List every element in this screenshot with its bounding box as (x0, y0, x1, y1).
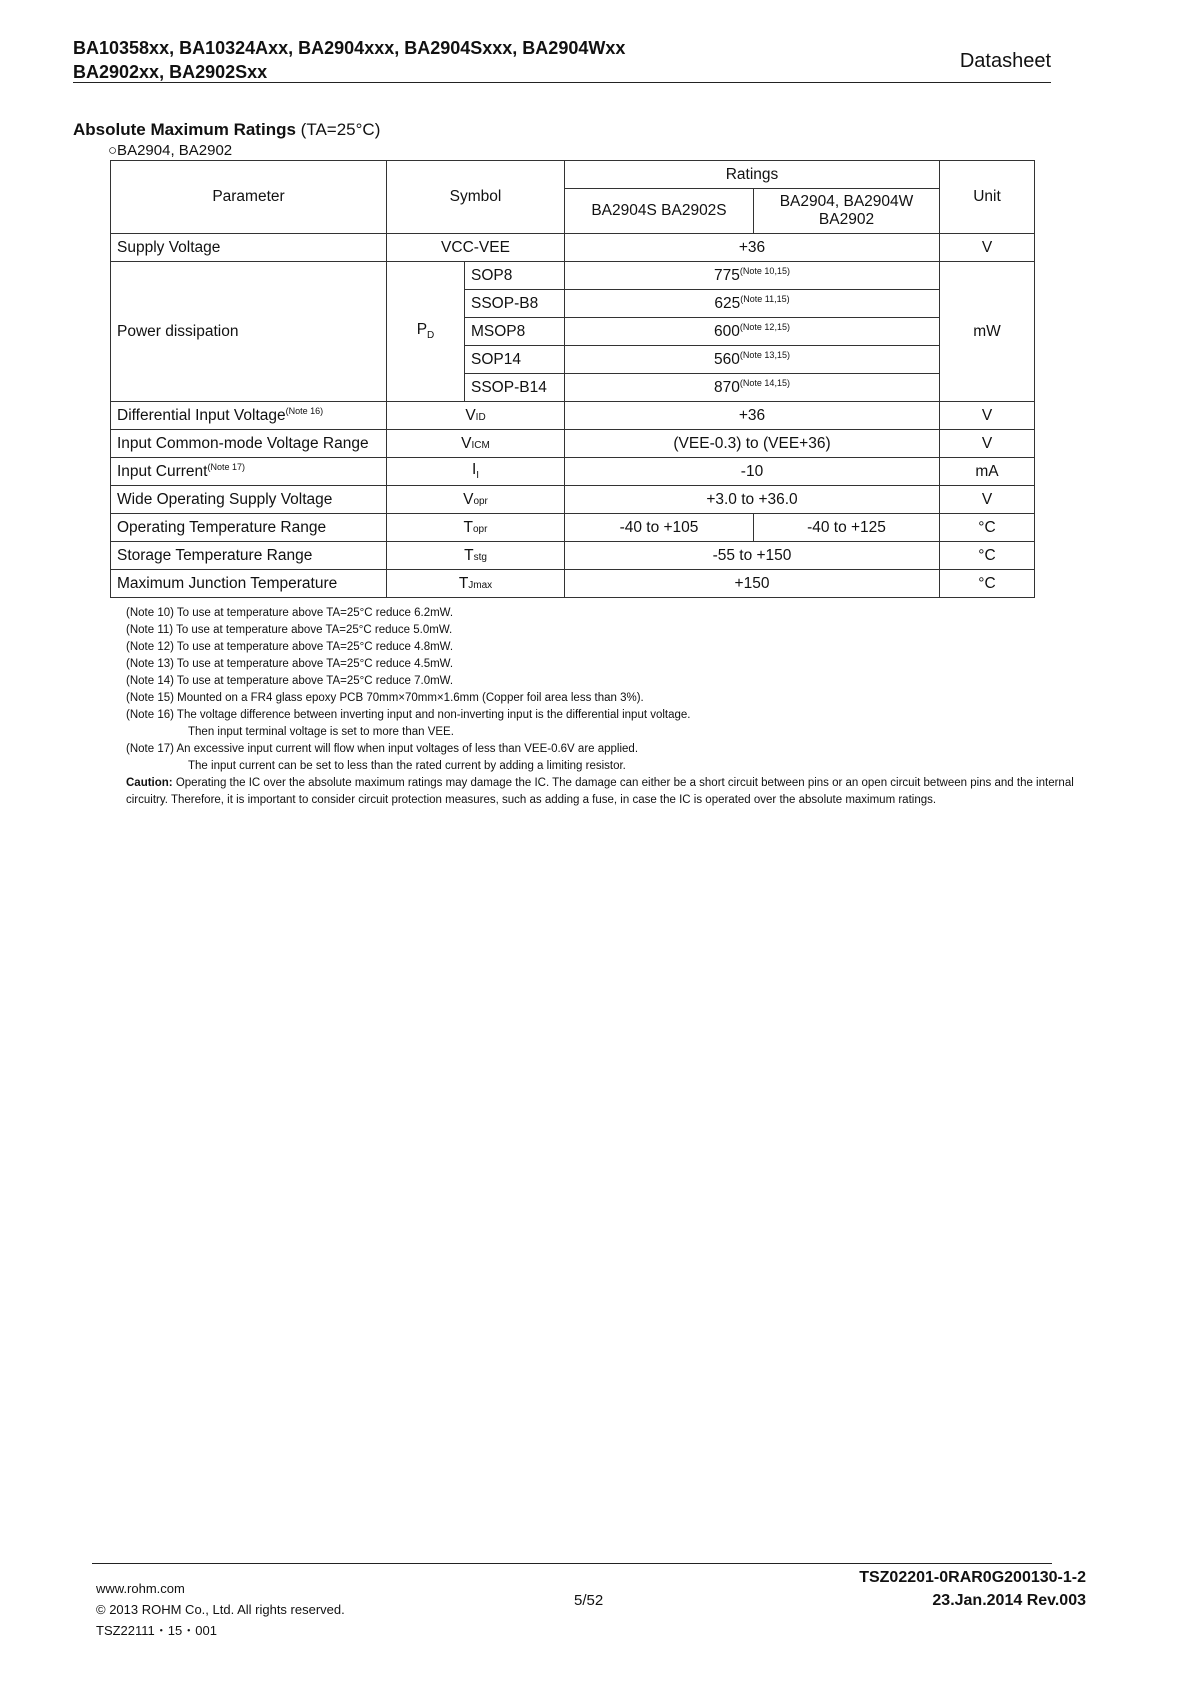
ratings-table (110, 160, 1035, 598)
param-text: Input Common-mode Voltage Range (117, 435, 369, 453)
footer-url[interactable]: www.rohm.com (96, 1581, 185, 1596)
note-line: The input current can be set to less than the rated current by adding a limiting resistor. (188, 760, 626, 772)
header-parameter: Parameter (111, 161, 387, 234)
table-row (111, 262, 1035, 290)
note-line: (Note 11) To use at temperature above TA=25°C reduce 5.0mW. (126, 624, 453, 636)
param: Supply Voltage (111, 234, 387, 262)
note-ref: (Note 10,15) (739, 265, 790, 276)
note-line: (Note 16) The voltage difference between inverting input and non-inverting input is the differential input voltage. (126, 709, 691, 721)
footer-copyright: © 2013 ROHM Co., Ltd. All rights reserved. (96, 1602, 345, 1617)
note-ref: (Note 11,15) (740, 293, 790, 304)
table-row (111, 430, 1035, 458)
symbol: $P_D$ (387, 262, 465, 402)
param-text: Input Current (117, 463, 208, 481)
date-revision: 23.Jan.2014 Rev.003 (932, 1592, 1086, 1609)
cell: °C (940, 514, 1035, 542)
page-number: 5/52 (574, 1592, 604, 1609)
footer-left (96, 1578, 345, 1641)
section-heading: Absolute Maximum Ratings (73, 120, 296, 139)
cell: °C (940, 570, 1035, 598)
value (565, 374, 940, 402)
cell: mA (940, 458, 1035, 486)
value (565, 262, 940, 290)
value (565, 318, 940, 346)
table-row (111, 486, 1035, 514)
doc-type: Datasheet (959, 50, 1051, 72)
value-text: 625 (714, 295, 741, 313)
table-row (111, 570, 1035, 598)
symbol: VCC-VEE (387, 234, 565, 262)
section-condition: (TA=25°C) (300, 120, 381, 139)
param (111, 570, 387, 598)
caution (126, 775, 1086, 809)
header-divider (73, 82, 1051, 83)
symbol-text: Tstg (464, 546, 487, 564)
symbol (387, 570, 565, 598)
param (111, 402, 387, 430)
cell: (VEE-0.3) to (VEE+36) (565, 430, 940, 458)
table-row (111, 458, 1035, 486)
table-row (111, 514, 1035, 542)
cell: V (940, 486, 1035, 514)
note-ref: (Note 16) (285, 405, 324, 416)
cell: +36 (565, 402, 940, 430)
note-line: (Note 13) To use at temperature above TA=25°C reduce 4.5mW. (126, 658, 454, 670)
symbol: $I_I$ (387, 458, 565, 486)
caution-text: Operating the IC over the absolute maximum ratings may damage the IC. The damage can either be a short circuit between pins or an open circuit between pins and the internal circuitry. Therefore, it is important to consider circuit protection measures, such as adding a fuse, in case the IC is operated over the absolute maximum ratings. (126, 777, 1074, 806)
value-text: 560 (714, 351, 740, 369)
cell: SOP14 (465, 346, 565, 374)
cell: -40 to +105 (565, 514, 754, 542)
header-ratings: Ratings (565, 161, 940, 189)
value-text: 870 (714, 379, 740, 397)
symbol-text: Vopr (463, 490, 488, 508)
cell: SSOP-B8 (465, 290, 565, 318)
cell: V (940, 402, 1035, 430)
title-line-1: BA10358xx, BA10324Axx, BA2904xxx, BA2904Sxxx, BA2904Wxx (73, 38, 626, 58)
symbol-text: VID (465, 406, 486, 424)
cell: V (940, 430, 1035, 458)
header-title (73, 36, 625, 84)
note-ref: (Note 14,15) (739, 377, 790, 388)
cell: +150 (565, 570, 940, 598)
cell: -55 to +150 (565, 542, 940, 570)
symbol (387, 402, 565, 430)
symbol-text: Topr (463, 518, 488, 536)
doc-number: TSZ02201-0RAR0G200130-1-2 (859, 1569, 1086, 1586)
note-line: Then input terminal voltage is set to more than VEE. (188, 726, 454, 738)
table-row (111, 234, 1035, 262)
value (565, 290, 940, 318)
note-ref: (Note 13,15) (739, 349, 790, 360)
caution-label: Caution: (126, 777, 173, 789)
param-text: Wide Operating Supply Voltage (117, 491, 333, 509)
footer-divider (92, 1563, 1052, 1564)
param-text: Storage Temperature Range (117, 547, 313, 565)
unit: mW (940, 262, 1035, 402)
symbol (387, 486, 565, 514)
notes (126, 605, 1086, 809)
cell: -10 (565, 458, 940, 486)
header-col-a: BA2904S BA2902S (565, 189, 754, 234)
symbol (387, 514, 565, 542)
cell: SSOP-B14 (465, 374, 565, 402)
value (565, 346, 940, 374)
header-col-b: BA2904, BA2904W BA2902 (754, 189, 940, 234)
cell: °C (940, 542, 1035, 570)
param (111, 542, 387, 570)
note-ref: (Note 17) (207, 461, 245, 472)
cell: SOP8 (465, 262, 565, 290)
title-line-2: BA2902xx, BA2902Sxx (73, 62, 268, 82)
symbol (387, 430, 565, 458)
note-line: (Note 10) To use at temperature above TA=25°C reduce 6.2mW. (126, 607, 454, 619)
symbol-text: TJmax (458, 574, 493, 592)
param: Operating Temperature Range (111, 514, 387, 542)
note-line: (Note 17) An excessive input current will flow when input voltages of less than VEE-0.6V are applied. (126, 743, 639, 755)
section-title (73, 120, 380, 140)
section-subtitle: ○BA2904, BA2902 (108, 142, 233, 159)
table-row (111, 402, 1035, 430)
param (111, 486, 387, 514)
value-text: 775 (714, 267, 740, 285)
param: Power dissipation (111, 262, 387, 402)
note-line: (Note 15) Mounted on a FR4 glass epoxy PCB 70mm×70mm×1.6mm (Copper foil area less than 3%). (126, 692, 644, 704)
table-row (111, 542, 1035, 570)
header-symbol: Symbol (387, 161, 565, 234)
param-text: Maximum Junction Temperature (117, 575, 338, 593)
param-text: Differential Input Voltage (117, 407, 286, 425)
cell: -40 to +125 (754, 514, 940, 542)
note-ref: (Note 12,15) (739, 321, 790, 332)
subscript: D (427, 330, 435, 342)
subscript: I (476, 470, 480, 482)
value-text: 600 (714, 323, 740, 341)
value: +36 (565, 234, 940, 262)
param (111, 458, 387, 486)
param (111, 430, 387, 458)
note-line: (Note 12) To use at temperature above TA=25°C reduce 4.8mW. (126, 641, 454, 653)
cell: MSOP8 (465, 318, 565, 346)
footer-code: TSZ22111・15・001 (96, 1623, 217, 1638)
header-unit: Unit (940, 161, 1035, 234)
footer-right (859, 1566, 1086, 1612)
cell: +3.0 to +36.0 (565, 486, 940, 514)
symbol (387, 542, 565, 570)
symbol-text: VICM (461, 434, 490, 452)
unit: V (940, 234, 1035, 262)
note-line: (Note 14) To use at temperature above TA=25°C reduce 7.0mW. (126, 675, 454, 687)
